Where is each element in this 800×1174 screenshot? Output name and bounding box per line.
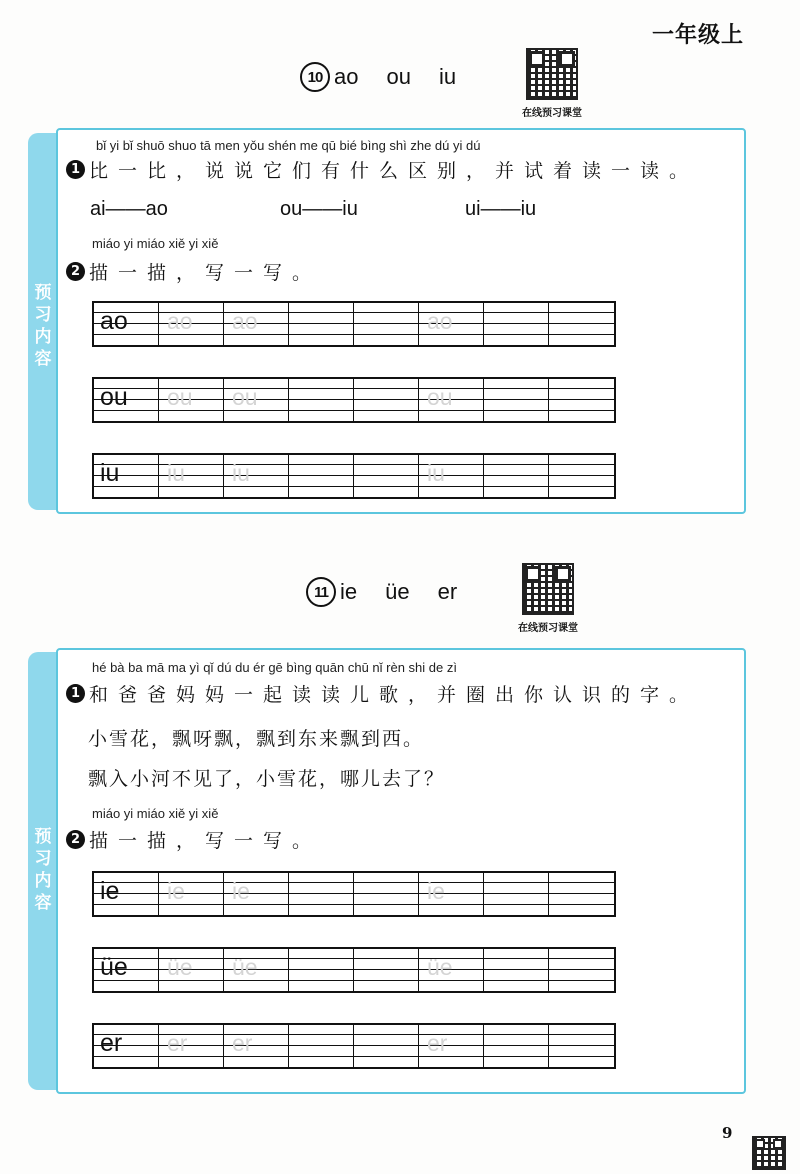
trace-letters: iu xyxy=(232,460,250,486)
writing-cell[interactable] xyxy=(354,1025,419,1067)
writing-cell[interactable] xyxy=(289,1025,354,1067)
writing-cell[interactable] xyxy=(354,379,419,421)
writing-cell[interactable] xyxy=(549,303,614,345)
trace-letters: iu xyxy=(427,460,445,486)
question-text: 和爸爸妈妈一起读读儿歌，并圈出你认识的字。 xyxy=(89,684,699,706)
trace-letters: er xyxy=(167,1030,188,1056)
trace-letters: ou xyxy=(167,384,193,410)
trace-letters: üe xyxy=(167,954,193,980)
rhyme-line: 小雪花，飘呀飘，飘到东来飘到西。 xyxy=(88,728,425,750)
qr-code-icon xyxy=(526,48,578,100)
writing-cell[interactable] xyxy=(354,455,419,497)
lesson-sound: ie xyxy=(340,579,358,604)
lesson-sound: er xyxy=(437,579,458,604)
trace-letters: er xyxy=(232,1030,253,1056)
sample-letters: ie xyxy=(100,877,120,905)
compare-pair: ui——iu xyxy=(465,198,537,220)
lesson-sound: iu xyxy=(438,64,457,89)
qr-caption: 在线预习课堂 xyxy=(522,108,582,119)
question-number: 1 xyxy=(66,160,85,179)
writing-cell[interactable] xyxy=(484,303,549,345)
compare-pair: ai——ao xyxy=(90,198,168,220)
trace-letters: iu xyxy=(167,460,185,486)
question-number: 2 xyxy=(66,830,85,849)
writing-cell[interactable] xyxy=(484,1025,549,1067)
trace-letters: üe xyxy=(427,954,453,980)
pinyin-line: miáo yi miáo xiě yi xiě xyxy=(92,806,219,821)
writing-grid[interactable] xyxy=(92,1023,616,1069)
writing-cell[interactable] xyxy=(289,455,354,497)
compare-pair: ou——iu xyxy=(280,198,358,220)
writing-grid[interactable] xyxy=(92,947,616,993)
sample-letters: er xyxy=(100,1029,123,1057)
section-tab-label: 预习内容 xyxy=(34,283,52,369)
trace-letters: ao xyxy=(427,308,453,334)
page-number: 9 xyxy=(722,1124,733,1142)
qr-code[interactable] xyxy=(752,1136,786,1174)
grade-label: 一年级上 xyxy=(652,23,745,48)
lesson-sound: ao xyxy=(334,64,359,89)
lesson-number-badge: 10 xyxy=(300,62,330,92)
writing-cell[interactable] xyxy=(354,949,419,991)
trace-letters: er xyxy=(427,1030,448,1056)
trace-letters: üe xyxy=(232,954,258,980)
qr-code[interactable] xyxy=(512,48,592,119)
qr-code-icon xyxy=(522,563,574,615)
writing-grid[interactable] xyxy=(92,453,616,499)
qr-code-icon xyxy=(752,1136,786,1170)
writing-cell[interactable] xyxy=(484,455,549,497)
question-1 xyxy=(66,680,698,707)
lesson-sound: üe xyxy=(385,579,410,604)
trace-letters: ie xyxy=(427,878,445,904)
trace-letters: ao xyxy=(167,308,193,334)
writing-grid[interactable] xyxy=(92,301,616,347)
writing-cell[interactable] xyxy=(549,873,614,915)
writing-grid[interactable] xyxy=(92,871,616,917)
sample-letters: üe xyxy=(100,953,128,981)
writing-cell[interactable] xyxy=(484,379,549,421)
writing-grid[interactable] xyxy=(92,377,616,423)
lesson-number-badge: 11 xyxy=(306,577,336,607)
sample-letters: ao xyxy=(100,307,128,335)
question-1 xyxy=(66,156,698,183)
writing-cell[interactable] xyxy=(549,455,614,497)
trace-letters: ou xyxy=(232,384,258,410)
writing-cell[interactable] xyxy=(549,949,614,991)
writing-cell[interactable] xyxy=(289,949,354,991)
trace-letters: ie xyxy=(232,878,250,904)
question-2 xyxy=(66,826,321,853)
question-text: 描一描，写一写。 xyxy=(89,262,322,284)
question-number: 2 xyxy=(66,262,85,281)
pinyin-line: miáo yi miáo xiě yi xiě xyxy=(92,236,219,251)
writing-cell[interactable] xyxy=(289,379,354,421)
lesson-title xyxy=(300,62,484,92)
pinyin-line: bǐ yi bǐ shuō shuo tā men yǒu shén me qū bié bìng shì zhe dú yi dú xyxy=(96,138,481,153)
writing-cell[interactable] xyxy=(549,379,614,421)
writing-cell[interactable] xyxy=(289,303,354,345)
qr-caption: 在线预习课堂 xyxy=(518,623,578,634)
trace-letters: ie xyxy=(167,878,185,904)
writing-cell[interactable] xyxy=(289,873,354,915)
trace-letters: ou xyxy=(427,384,453,410)
writing-cell[interactable] xyxy=(354,873,419,915)
writing-cell[interactable] xyxy=(549,1025,614,1067)
lesson-title xyxy=(306,577,485,607)
writing-cell[interactable] xyxy=(484,949,549,991)
question-number: 1 xyxy=(66,684,85,703)
question-2 xyxy=(66,258,321,285)
rhyme-line: 飘入小河不见了，小雪花，哪儿去了？ xyxy=(88,768,446,790)
question-text: 描一描，写一写。 xyxy=(89,830,322,852)
sample-letters: iu xyxy=(100,459,120,487)
writing-cell[interactable] xyxy=(354,303,419,345)
qr-code[interactable] xyxy=(508,563,588,634)
sample-letters: ou xyxy=(100,383,128,411)
writing-cell[interactable] xyxy=(484,873,549,915)
pinyin-line: hé bà ba mā ma yì qǐ dú du ér gē bìng quān chū nǐ rèn shi de zì xyxy=(92,660,457,675)
trace-letters: ao xyxy=(232,308,258,334)
section-tab-label: 预习内容 xyxy=(34,827,52,913)
question-text: 比一比，说说它们有什么区别，并试着读一读。 xyxy=(89,160,699,182)
lesson-sound: ou xyxy=(386,64,411,89)
